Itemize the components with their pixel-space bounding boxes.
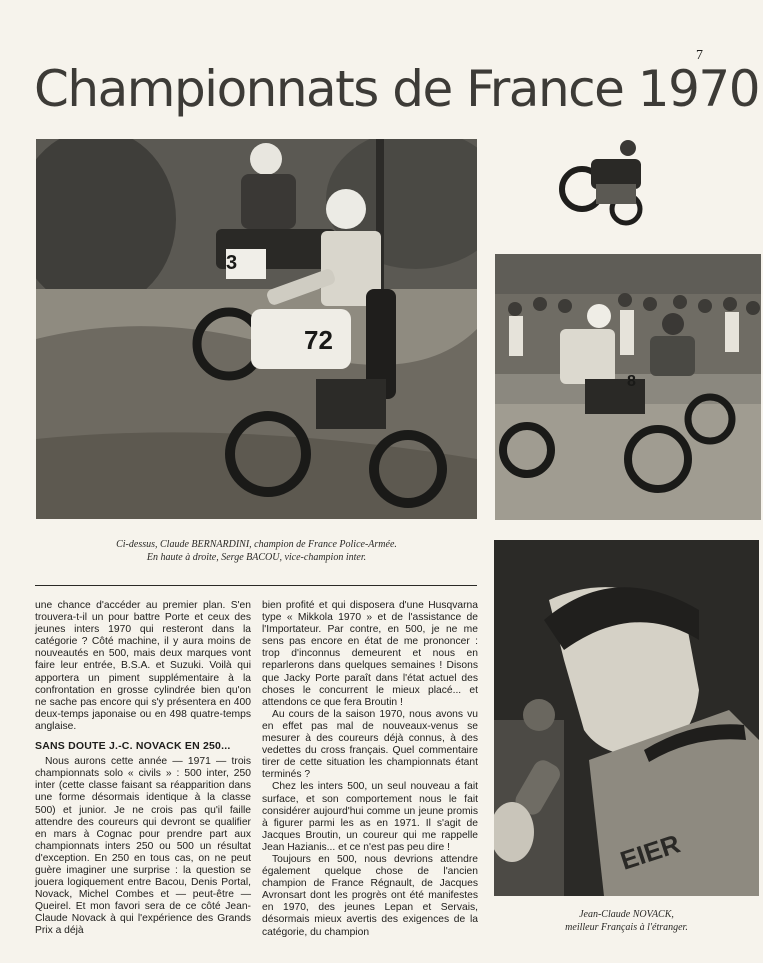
portrait-caption [494,908,759,934]
portrait-caption-line-1: Jean-Claude NOVACK, [579,909,674,920]
article-paragraph: Au cours de la saison 1970, nous avons vu en effet pas mal de nouveaux-venus se mesurer à des coureurs déjà connus, à des vedettes du cross français. Quel commentaire tirer de cette situation les championnats étant terminés ? [262,708,478,781]
section-divider [35,585,477,586]
article-paragraph: bien profité et qui disposera d'une Husqvarna type « Mikkola 1970 » et de l'assistance de l'Importateur. Par contre, en 500, je ne me sens pas encore en état de me prononcer : trop d'inconnus demeurent et nous en reparlerons dans quelques semaines ! Disons que Jacky Porte paraît dans l'état actuel des choses le concurrent le mieux placé... et attendons ce que fera Broutin ! [262,600,478,708]
portrait-caption-line-2: meilleur Français à l'étranger. [565,922,688,933]
main-caption-line-2: En haute à droite, Serge BACOU, vice-champion inter. [146,552,367,563]
article-column-2 [262,600,478,939]
article-column-1 [35,600,251,938]
jump-photo [496,139,656,239]
rider-number-3: 3 [226,252,238,274]
main-photo-caption [36,538,477,564]
page-number: 7 [696,48,703,63]
article-paragraph: Chez les inters 500, un seul nouveau a fait surface, et son comportement nous le fait considérer aujourd'hui comme un jeune promis à figurer parmi les as en 1971. Il s'agit de Jacques Broutin, un coureur qui me rappelle Jean Hazianis... et ce n'est pas peu dire ! [262,781,478,853]
article-paragraph: Toujours en 500, nous devrions attendre également quelque chose de l'ancien champion de France Régnault, de Jacques Avronsart dont les progrès ont été manifestes en 1970, des jeunes Lepan et Servais, désormais mieux avertis des exigences de la catégorie, du champion [262,853,478,938]
novack-portrait-photo [494,540,759,896]
main-caption-line-1: Ci-dessus, Claude BERNARDINI, champion de France Police-Armée. [116,539,397,550]
article-subheading: SANS DOUTE J.-C. NOVACK EN 250... [35,740,231,753]
bacou-race-photo [495,254,761,520]
page-headline: Championnats de France 1970 [34,60,760,118]
svg-text:EIER: EIER [616,828,684,876]
article-paragraph: une chance d'accéder au premier plan. S'en trouvera-t-il un pour battre Porte et ceux des jeunes inters 1970 qui resteront dans la catégorie ? Côté machine, il y aura moins de nouveautés en 500, mais deux marques vont faire leur entrée, B.S.A. et Suzuki. Voilà qui apportera un piment supplémentaire à la confrontation en grosse cylindrée bien qu'on ne sache pas encore qui s'y présentera en 400 deux-temps japonaise ou en 498 quatre-temps anglaise. [35,600,251,732]
rider-number-8: 8 [627,373,636,390]
article-paragraph: Nous aurons cette année — 1971 — trois championnats solo « civils » : 500 inter, 250 inter (cette classe faisant sa réapparition dans une forme désormais identique à la classe 500) et junior. Je ne crois pas qu'il faille attendre des coureurs qui devront se qualifier en mars à Cognac pour prendre part aux championnats inters 250 ou 500 un résultat d'exception. En 250 en tous cas, on ne peut guère imaginer une surprise : la question se jouera logiquement entre Bacou, Denis Portal, Novack, Michel Combes et — peut-être — Queirel. Et mon favori sera de ce côté Jean-Claude Novack à qui l'expérience des Grands Prix a déjà [35,756,251,937]
main-motocross-photo [36,139,477,519]
rider-number-72: 72 [304,325,333,355]
